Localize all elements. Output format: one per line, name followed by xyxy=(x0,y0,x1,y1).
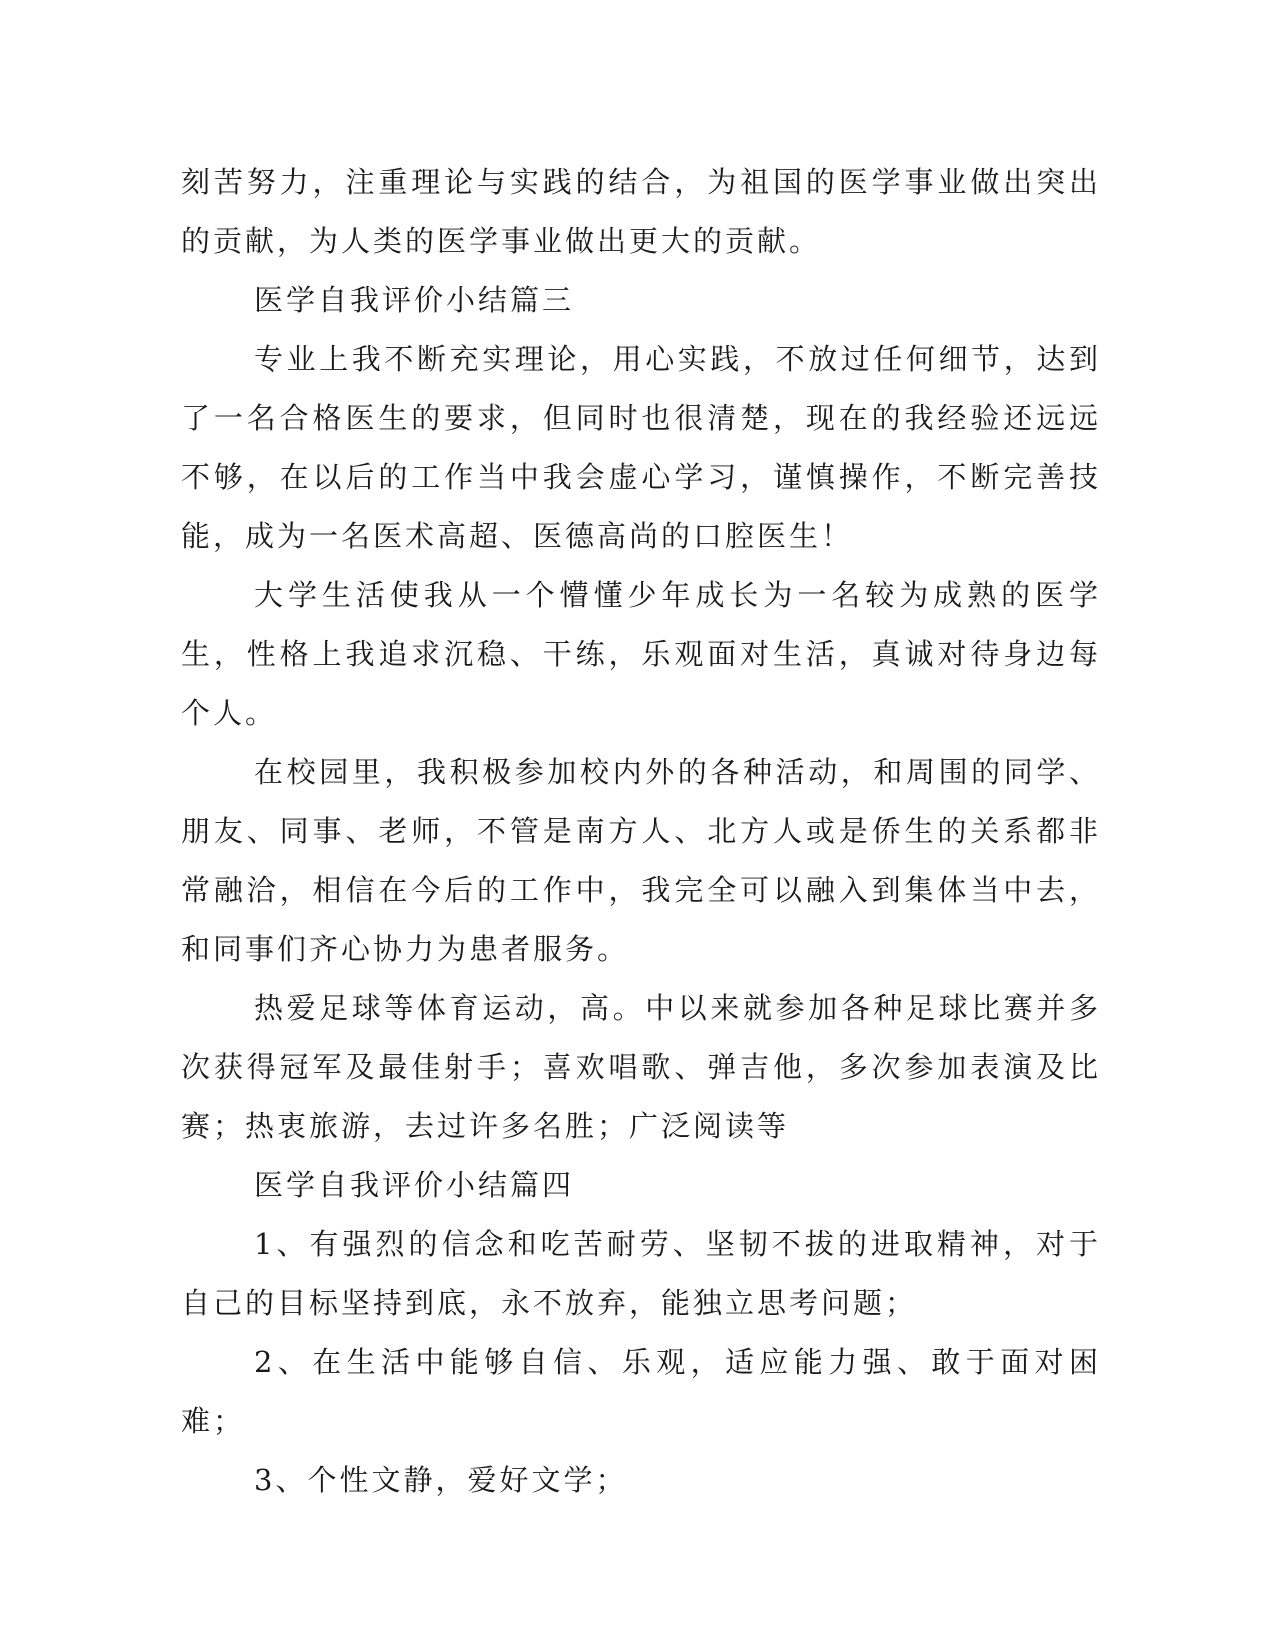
paragraph-hobbies: 热爱足球等体育运动，高。中以来就参加各种足球比赛并多次获得冠军及最佳射手；喜欢唱歌、弹吉他，多次参加表演及比赛；热衷旅游，去过许多名胜；广泛阅读等 xyxy=(181,991,1101,1143)
section-heading-part-four: 医学自我评价小结篇四 xyxy=(254,1168,575,1202)
list-item-2: 2、在生活中能够自信、乐观，适应能力强、敢于面对困难； xyxy=(181,1345,1101,1438)
paragraph-campus: 在校园里，我积极参加校内外的各种活动，和周围的同学、朋友、同事、老师，不管是南方人、北方人或是侨生的关系都非常融洽，相信在今后的工作中，我完全可以融入到集体当中去，和同事们齐心协力为患者服务。 xyxy=(181,755,1101,966)
list-item-3: 3、个性文静，爱好文学； xyxy=(254,1463,628,1497)
document-body xyxy=(181,153,1101,1510)
list-item-1: 1、有强烈的信念和吃苦耐劳、坚韧不拔的进取精神，对于自己的目标坚持到底，永不放弃，能独立思考问题； xyxy=(181,1227,1101,1320)
paragraph-college-life: 大学生活使我从一个懵懂少年成长为一名较为成熟的医学生，性格上我追求沉稳、干练，乐观面对生活，真诚对待身边每个人。 xyxy=(181,578,1101,730)
section-heading-part-three: 医学自我评价小结篇三 xyxy=(254,283,575,317)
paragraph-professional: 专业上我不断充实理论，用心实践，不放过任何细节，达到了一名合格医生的要求，但同时也很清楚，现在的我经验还远远不够，在以后的工作当中我会虚心学习，谨慎操作，不断完善技能，成为一名医术高超、医德高尚的口腔医生！ xyxy=(181,342,1101,553)
paragraph-continuation: 刻苦努力，注重理论与实践的结合，为祖国的医学事业做出突出的贡献，为人类的医学事业做出更大的贡献。 xyxy=(181,165,1101,258)
